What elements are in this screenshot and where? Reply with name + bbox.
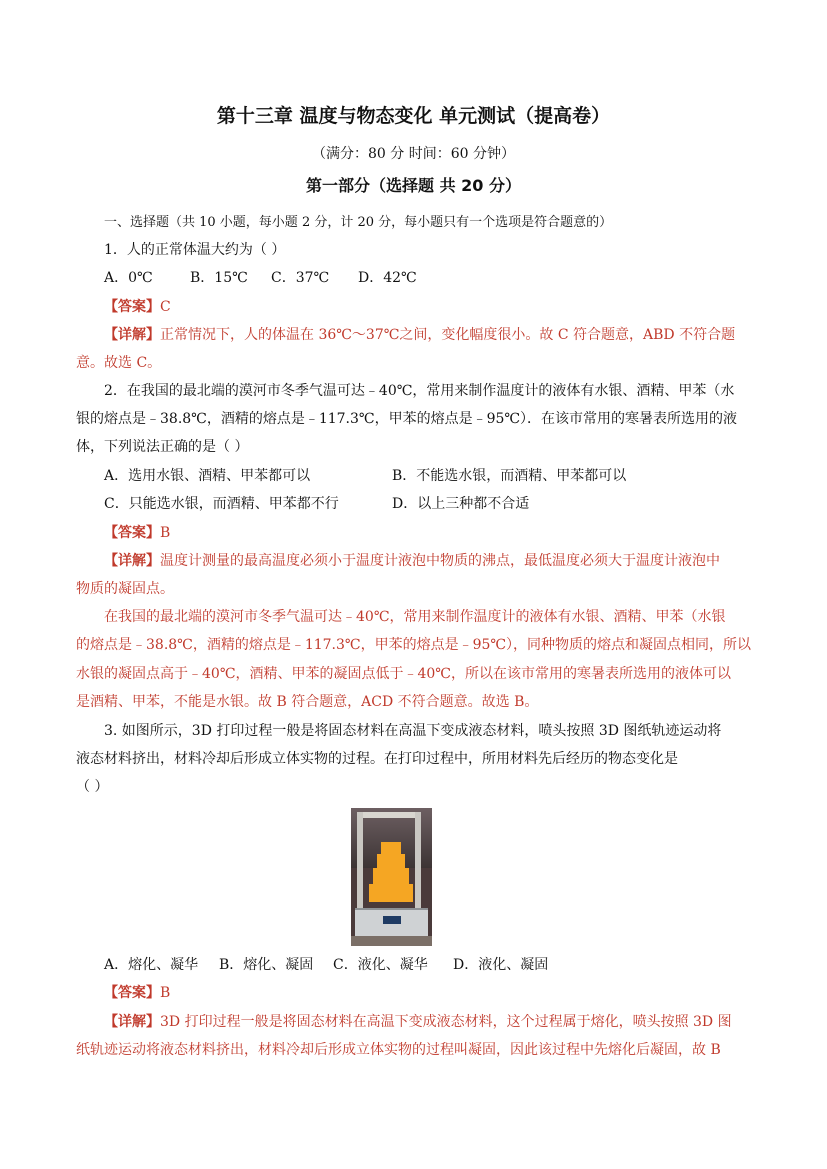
detail-text: 正常情况下，人的体温在 36℃～37℃之间，变化幅度很小。故 C 符合题意，ABD 不符合题: [160, 327, 736, 343]
section-heading: 一、选择题（共 10 小题，每小题 2 分，计 20 分，每小题只有一个选项是符合题意的）: [104, 215, 613, 230]
q2-detail-line: 物质的凝固点。: [76, 581, 174, 597]
q2-answer: [104, 523, 170, 543]
answer-value: C: [160, 299, 171, 315]
q1-option-b: B．15℃: [190, 270, 248, 286]
q2-option-d: D．以上三种都不合适: [392, 496, 530, 512]
printed-object-tier: [369, 884, 413, 902]
q3-option-a: A．熔化、凝华: [104, 957, 199, 973]
exam-meta: （满分：80 分 时间：60 分钟）: [312, 146, 515, 162]
answer-label: 【答案】: [104, 525, 160, 541]
printed-object-tier: [377, 854, 405, 868]
printer-frame-top: [357, 812, 421, 818]
q2-stem-line: 2．在我国的最北端的漠河市冬季气温可达﹣40℃，常用来制作温度计的液体有水银、酒精、甲苯（水: [104, 383, 735, 399]
q1-option-a: A．0℃: [104, 270, 153, 286]
detail-text: 3D 打印过程一般是将固态材料在高温下变成液态材料，这个过程属于熔化，喷头按照 3D 图: [160, 1014, 732, 1030]
answer-value: B: [160, 525, 171, 541]
detail-label: 【详解】: [104, 327, 160, 343]
q1-stem: 1．人的正常体温大约为（ ）: [104, 242, 286, 258]
page-title: 第十三章 温度与物态变化 单元测试（提高卷）: [216, 105, 611, 127]
q2-option-c: C．只能选水银，而酒精、甲苯都不行: [104, 496, 339, 512]
printed-object-tier: [373, 868, 409, 884]
q2-detail-line: 在我国的最北端的漠河市冬季气温可达﹣40℃，常用来制作温度计的液体有水银、酒精、甲苯（水银: [104, 609, 726, 625]
q3-detail-line: [104, 1012, 732, 1032]
q2-option-b: B．不能选水银，而酒精、甲苯都可以: [392, 468, 627, 484]
q1-detail-line: [104, 325, 735, 345]
q2-option-a: A．选用水银、酒精、甲苯都可以: [104, 468, 311, 484]
detail-text: 温度计测量的最高温度必须小于温度计液泡中物质的沸点，最低温度必须大于温度计液泡中: [160, 553, 720, 569]
q3-detail-line: 纸轨迹运动将液态材料挤出，材料冷却后形成立体实物的过程叫凝固，因此该过程中先熔化后凝固，故 B: [76, 1042, 721, 1058]
q2-stem-line: 银的熔点是﹣38.8℃，酒精的熔点是﹣117.3℃，甲苯的熔点是﹣95℃）．在该市常用的寒暑表所选用的液: [76, 411, 738, 427]
detail-label: 【详解】: [104, 553, 160, 569]
q1-detail-line: 意。故选 C。: [76, 355, 162, 371]
answer-value: B: [160, 985, 171, 1001]
3d-printer-photo: [351, 808, 432, 946]
printer-frame-left: [357, 812, 363, 912]
photo-table: [351, 936, 432, 946]
q2-stem-line: 体，下列说法正确的是（ ）: [76, 439, 249, 455]
q2-detail-line: 水银的凝固点高于﹣40℃，酒精、甲苯的凝固点低于﹣40℃，所以在该市常用的寒暑表所选用的液体可以: [76, 666, 731, 682]
q3-stem-line: （ ）: [76, 779, 109, 795]
q1-answer: [104, 297, 171, 317]
q3-option-d: D．液化、凝固: [453, 957, 549, 973]
printer-frame-right: [415, 812, 421, 912]
q2-detail-line: 是酒精、甲苯，不能是水银。故 B 符合题意，ACD 不符合题意。故选 B。: [76, 694, 539, 710]
q3-stem-line: 3. 如图所示，3D 打印过程一般是将固态材料在高温下变成液态材料，喷头按照 3D 图纸轨迹运动将: [104, 723, 722, 739]
q1-option-c: C．37℃: [271, 270, 330, 286]
printed-object-tier: [381, 842, 401, 854]
q2-detail-line: 的熔点是﹣38.8℃，酒精的熔点是﹣117.3℃，甲苯的熔点是﹣95℃），同种物质的熔点和凝固点相同，所以: [76, 637, 752, 653]
q3-stem-line: 液态材料挤出，材料冷却后形成立体实物的过程。在打印过程中，所用材料先后经历的物态变化是: [76, 751, 678, 767]
part-title: 第一部分（选择题 共 20 分）: [306, 176, 521, 195]
q3-option-c: C．液化、凝华: [333, 957, 428, 973]
answer-label: 【答案】: [104, 985, 160, 1001]
q1-option-d: D．42℃: [358, 270, 417, 286]
answer-label: 【答案】: [104, 299, 160, 315]
q3-option-b: B．熔化、凝固: [219, 957, 314, 973]
detail-label: 【详解】: [104, 1014, 160, 1030]
printer-screen: [383, 916, 401, 924]
q2-detail-line: [104, 551, 720, 571]
q3-answer: [104, 983, 170, 1003]
